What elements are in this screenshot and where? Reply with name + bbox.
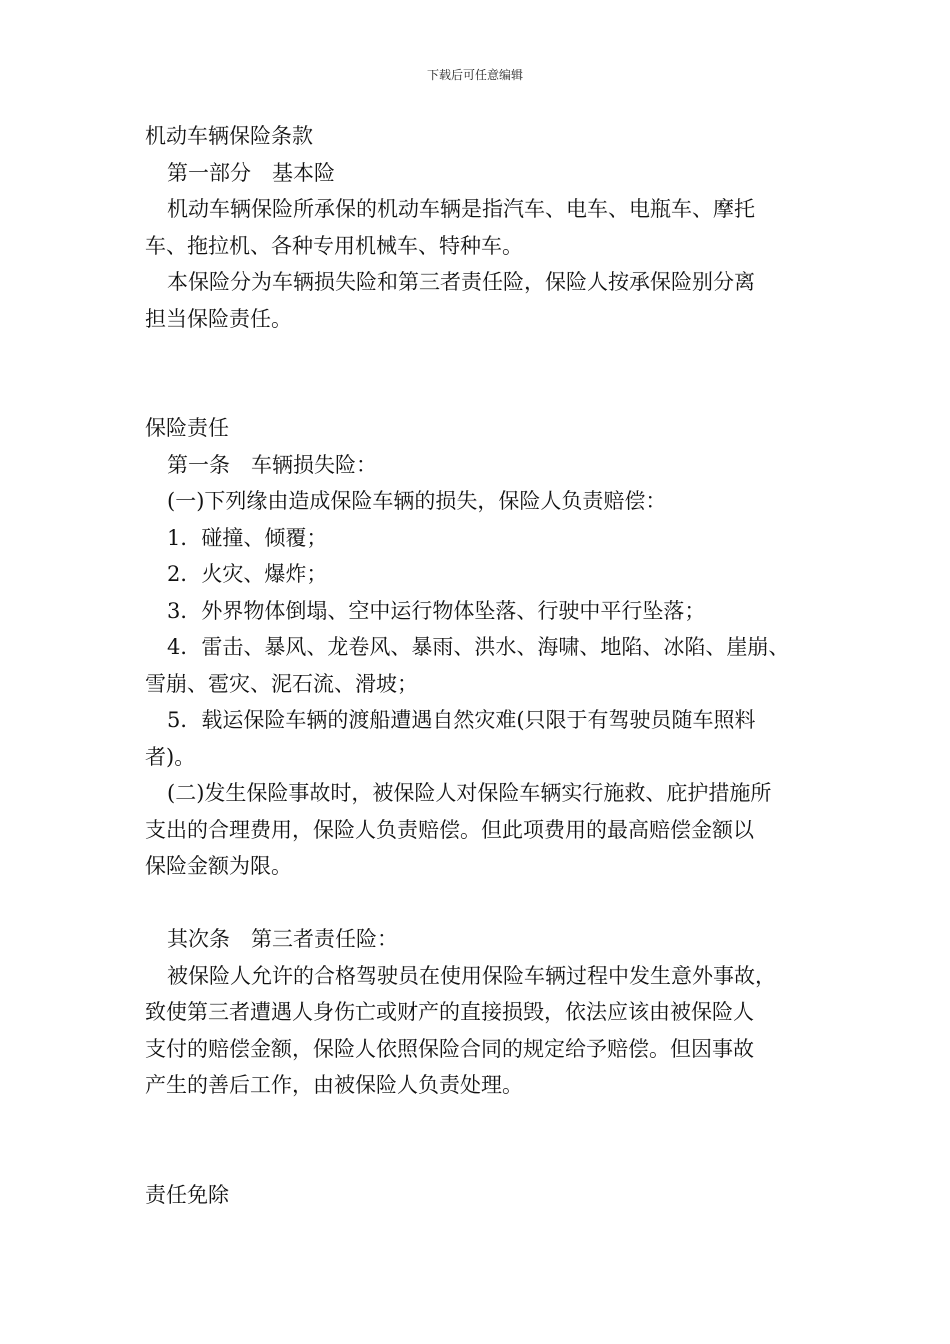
list-item: 4．雷击、暴风、龙卷风、暴雨、洪水、海啸、地陷、冰陷、崖崩、 [167, 635, 790, 659]
list-item: 1．碰撞、倾覆； [167, 525, 328, 550]
paragraph-line: 保险金额为限。 [145, 854, 292, 878]
part-heading: 第一部分 基本险 [167, 160, 335, 185]
paragraph-line: 本保险分为车辆损失险和第三者责任险，保险人按承保险别分离 [167, 270, 755, 294]
paragraph-line: 致使第三者遭遇人身伤亡或财产的直接损毁，依法应该由被保险人 [145, 1000, 754, 1024]
article-heading: 其次条 第三者责任险： [167, 927, 398, 951]
paragraph-line: 被保险人允许的合格驾驶员在使用保险车辆过程中发生意外事故， [167, 963, 776, 988]
paragraph-line: 担当保险责任。 [145, 306, 292, 331]
section-heading: 保险责任 [145, 416, 229, 440]
section-heading: 责任免除 [145, 1182, 229, 1207]
spacer [145, 885, 825, 922]
list-item: 5．载运保险车辆的渡船遭遇自然灾难(只限于有驾驶员随车照料 [167, 708, 756, 732]
list-item-continued: 者)。 [145, 744, 196, 769]
paragraph-line: 产生的善后工作，由被保险人负责处理。 [145, 1073, 523, 1097]
article-heading: 第一条 车辆损失险： [167, 452, 377, 477]
paragraph-line: 支付的赔偿金额，保险人依照保险合同的规定给予赔偿。但因事故 [145, 1036, 754, 1061]
document-title: 机动车辆保险条款 [145, 124, 313, 148]
paragraph-line: 机动车辆保险所承保的机动车辆是指汽车、电车、电瓶车、摩托 [167, 197, 755, 221]
list-item-continued: 雪崩、雹灾、泥石流、滑坡； [145, 671, 418, 696]
document-body [145, 118, 825, 1213]
list-item: 2．火灾、爆炸； [167, 562, 328, 586]
spacer [145, 337, 825, 410]
list-item: 3．外界物体倒塌、空中运行物体坠落、行驶中平行坠落； [167, 598, 706, 623]
paragraph-line: 支出的合理费用，保险人负责赔偿。但此项费用的最高赔偿金额以 [145, 817, 754, 842]
paragraph-line: 车、拖拉机、各种专用机械车、特种车。 [145, 233, 523, 258]
page-header: 下载后可任意编辑 [426, 68, 523, 82]
paragraph-line: (二)发生保险事故时，被保险人对保险车辆实行施救、庇护措施所 [167, 781, 772, 805]
paragraph-line: (一)下列缘由造成保险车辆的损失，保险人负责赔偿： [167, 489, 667, 513]
spacer [145, 1104, 825, 1177]
